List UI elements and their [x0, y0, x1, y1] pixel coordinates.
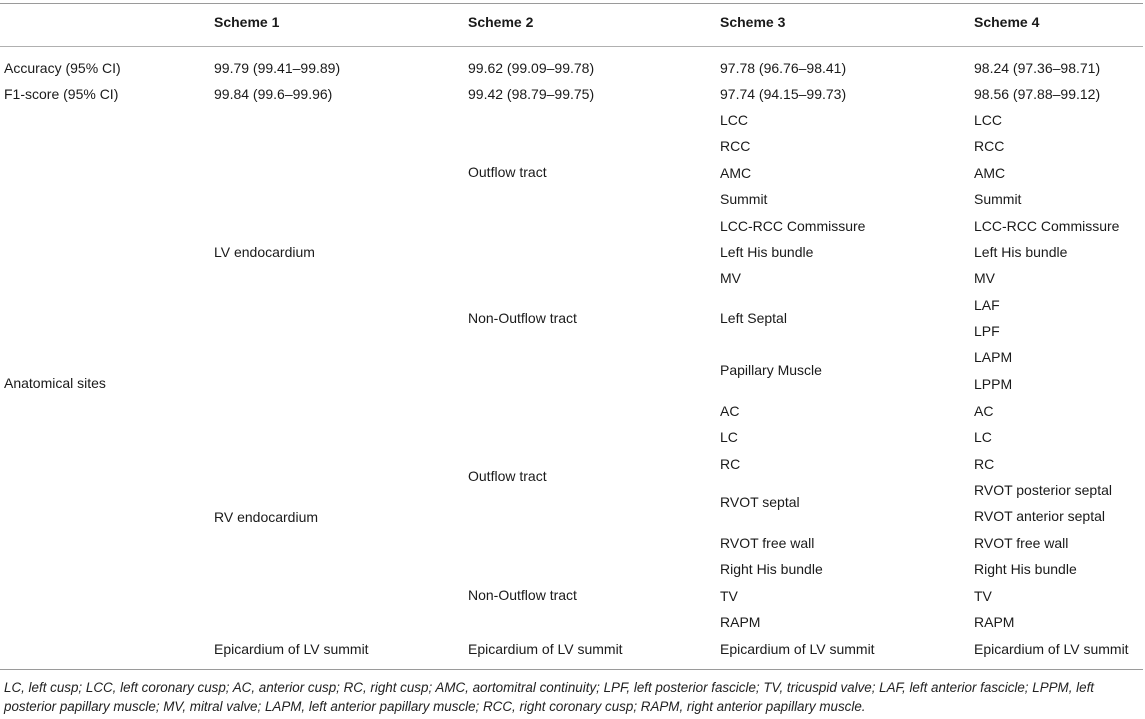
scheme3-site: Right His bundle: [720, 561, 823, 577]
scheme1-lv-endocardium: LV endocardium: [214, 244, 315, 260]
accuracy-scheme-3: 97.78 (96.76–98.41): [720, 60, 847, 76]
scheme3-site: RC: [720, 456, 741, 472]
scheme4-site: MV: [974, 270, 995, 286]
accuracy-label: Accuracy (95% CI): [4, 60, 121, 76]
scheme3-site: LCC: [720, 112, 749, 128]
scheme3-site: Epicardium of LV summit: [720, 641, 875, 657]
scheme4-site: Summit: [974, 191, 1022, 207]
header-scheme-1: Scheme 1: [214, 14, 280, 30]
f1-scheme-1: 99.84 (99.6–99.96): [214, 86, 333, 102]
scheme3-site: AC: [720, 403, 740, 419]
scheme3-site: LCC-RCC Commissure: [720, 218, 866, 234]
scheme1-epicardium: Epicardium of LV summit: [214, 641, 369, 657]
accuracy-scheme-1: 99.79 (99.41–99.89): [214, 60, 341, 76]
scheme2-lv-non-outflow-tract: Non-Outflow tract: [468, 310, 577, 326]
scheme4-site: Right His bundle: [974, 561, 1077, 577]
scheme4-site: LC: [974, 429, 992, 445]
scheme4-site: AC: [974, 403, 994, 419]
scheme3-site: RVOT septal: [720, 494, 800, 510]
scheme4-site: LCC: [974, 112, 1003, 128]
scheme3-site: RVOT free wall: [720, 535, 815, 551]
accuracy-scheme-4: 98.24 (97.36–98.71): [974, 60, 1101, 76]
f1-scheme-4: 98.56 (97.88–99.12): [974, 86, 1101, 102]
scheme4-site: Left His bundle: [974, 244, 1068, 260]
f1-scheme-3: 97.74 (94.15–99.73): [720, 86, 847, 102]
scheme4-site: RVOT posterior septal: [974, 482, 1112, 498]
scheme1-rv-endocardium: RV endocardium: [214, 509, 319, 525]
scheme3-site: Summit: [720, 191, 768, 207]
accuracy-scheme-2: 99.62 (99.09–99.78): [468, 60, 595, 76]
scheme4-site: RAPM: [974, 614, 1015, 630]
scheme3-site: Papillary Muscle: [720, 362, 822, 378]
f1-label: F1-score (95% CI): [4, 86, 119, 102]
scheme2-rv-non-outflow-tract: Non-Outflow tract: [468, 587, 577, 603]
scheme3-site: TV: [720, 588, 738, 604]
scheme3-site: MV: [720, 270, 741, 286]
scheme4-site: TV: [974, 588, 992, 604]
scheme4-site: RC: [974, 456, 995, 472]
scheme3-site: RAPM: [720, 614, 761, 630]
scheme3-site: LC: [720, 429, 738, 445]
scheme3-site: AMC: [720, 165, 752, 181]
header-scheme-4: Scheme 4: [974, 14, 1040, 30]
table-footnote: LC, left cusp; LCC, left coronary cusp; AC, anterior cusp; RC, right cusp; AMC, aortomitral continuity; LPF, left posterior fascicle; TV, tricuspid valve; LAF, left anterior fascicle; LPPM, left posterior papillary muscle; MV, mitral valve; LAPM, left anterior papillary muscle; RCC, right coronary cusp; RAPM, right anterior papillary muscle.: [4, 680, 1095, 714]
header-rule: [0, 46, 1143, 47]
scheme2-lv-outflow-tract: Outflow tract: [468, 164, 547, 180]
scheme2-rv-outflow-tract: Outflow tract: [468, 468, 547, 484]
header-scheme-2: Scheme 2: [468, 14, 534, 30]
header-scheme-3: Scheme 3: [720, 14, 786, 30]
scheme4-site: Epicardium of LV summit: [974, 641, 1129, 657]
f1-scheme-2: 99.42 (98.79–99.75): [468, 86, 595, 102]
scheme4-site: RVOT anterior septal: [974, 508, 1105, 524]
anatomical-sites-label: Anatomical sites: [4, 375, 106, 391]
scheme3-site: RCC: [720, 138, 751, 154]
scheme4-site: LAF: [974, 297, 1000, 313]
scheme4-site: RVOT free wall: [974, 535, 1069, 551]
scheme3-site: Left Septal: [720, 310, 787, 326]
scheme3-site: Left His bundle: [720, 244, 814, 260]
scheme2-epicardium: Epicardium of LV summit: [468, 641, 623, 657]
scheme4-site: LPPM: [974, 376, 1013, 392]
top-rule: [0, 3, 1143, 4]
scheme4-site: LAPM: [974, 349, 1013, 365]
scheme4-site: RCC: [974, 138, 1005, 154]
bottom-rule: [0, 669, 1143, 670]
scheme4-site: AMC: [974, 165, 1006, 181]
scheme4-site: LPF: [974, 323, 1000, 339]
scheme4-site: LCC-RCC Commissure: [974, 218, 1120, 234]
